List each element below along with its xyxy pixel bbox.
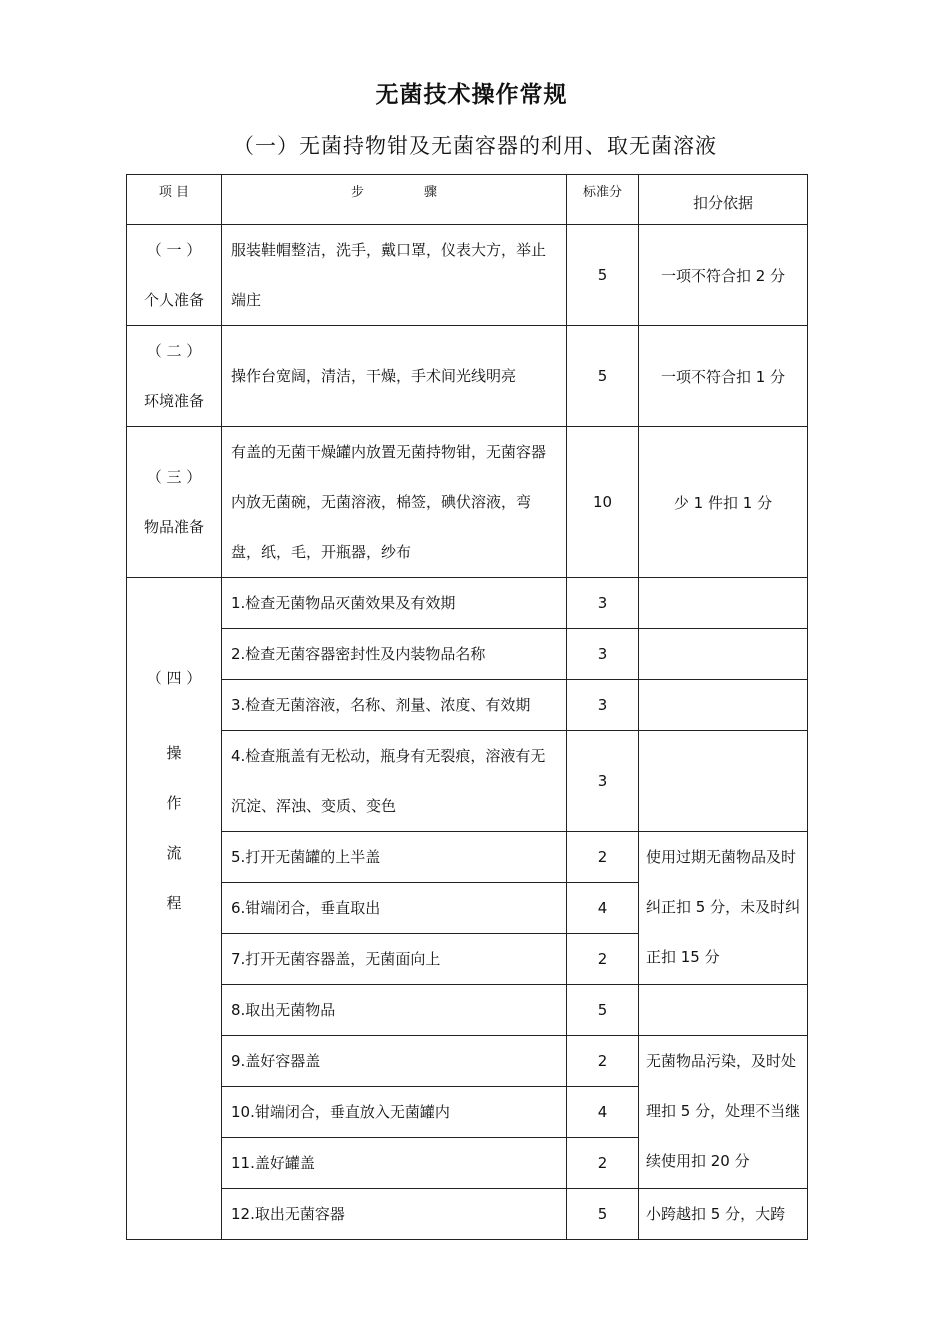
score-cell: 5: [567, 985, 639, 1036]
score-cell: 3: [567, 731, 639, 832]
basis-cell: 一项不符合扣 1 分: [639, 326, 808, 427]
table-row: [127, 1036, 808, 1087]
score-cell: 4: [567, 883, 639, 934]
score-cell: 5: [567, 326, 639, 427]
step-cell: 8.取出无菌物品: [222, 985, 567, 1036]
table-row: [127, 1189, 808, 1240]
procedure-label-char: 操: [166, 744, 182, 762]
item-name: 个人准备: [143, 291, 204, 309]
step-cell: 9.盖好容器盖: [222, 1036, 567, 1087]
scoring-table: [126, 174, 808, 1240]
score-cell: 5: [567, 1189, 639, 1240]
step-cell: 11.盖好罐盖: [222, 1138, 567, 1189]
table-row: [127, 731, 808, 832]
page-title: 无菌技术操作常规: [375, 82, 568, 108]
step-cell: 6.钳端闭合，垂直取出: [222, 883, 567, 934]
basis-cell-empty: [639, 985, 808, 1036]
header-steps-b: 骤: [424, 185, 438, 200]
basis-cell-empty: [639, 731, 808, 832]
item-cell: [127, 427, 222, 578]
step-cell: 5.打开无菌罐的上半盖: [222, 832, 567, 883]
table-row: [127, 680, 808, 731]
table-row: [127, 326, 808, 427]
header-steps: [222, 175, 567, 225]
score-cell: 2: [567, 934, 639, 985]
item-name: 环境准备: [143, 392, 204, 410]
header-score: 标准分: [567, 175, 639, 225]
score-cell: 3: [567, 680, 639, 731]
score-cell: 5: [567, 225, 639, 326]
score-cell: 3: [567, 629, 639, 680]
table-row: [127, 427, 808, 578]
item-number: （ 二 ）: [146, 342, 202, 360]
table-row: [127, 832, 808, 883]
item-cell: [127, 225, 222, 326]
basis-contamination: 无菌物品污染，及时处理扣 5 分，处理不当继续使用扣 20 分: [639, 1036, 808, 1189]
basis-crossing: 小跨越扣 5 分，大跨: [639, 1189, 808, 1240]
header-basis: 扣分依据: [639, 175, 808, 225]
procedure-number: （ 四 ）: [146, 669, 202, 687]
table-row: [127, 985, 808, 1036]
item-number: （ 三 ）: [146, 468, 202, 486]
step-cell: 1.检查无菌物品灭菌效果及有效期: [222, 578, 567, 629]
table-header-row: [127, 175, 808, 225]
header-steps-a: 步: [350, 185, 364, 200]
step-cell: 12.取出无菌容器: [222, 1189, 567, 1240]
table-row: [127, 629, 808, 680]
basis-cell: 一项不符合扣 2 分: [639, 225, 808, 326]
step-cell: 10.钳端闭合，垂直放入无菌罐内: [222, 1087, 567, 1138]
basis-cell-empty: [639, 629, 808, 680]
score-cell: 2: [567, 1138, 639, 1189]
basis-expired-items: 使用过期无菌物品及时纠正扣 5 分，未及时纠正扣 15 分: [639, 832, 808, 985]
item-name: 物品准备: [143, 518, 204, 536]
basis-cell-empty: [639, 680, 808, 731]
header-item: 项 目: [127, 175, 222, 225]
item-number: （ 一 ）: [146, 241, 202, 259]
procedure-item-cell: [127, 578, 222, 1240]
score-cell: 3: [567, 578, 639, 629]
step-cell: 操作台宽阔，清洁，干燥，手术间光线明亮: [222, 326, 567, 427]
step-cell: 有盖的无菌干燥罐内放置无菌持物钳，无菌容器内放无菌碗，无菌溶液，棉签，碘伏溶液，弯盘，纸，毛，开瓶器，纱布: [222, 427, 567, 578]
page-subtitle: （一）无菌持物钳及无菌容器的利用、取无菌溶液: [233, 134, 717, 158]
procedure-label-char: 程: [166, 894, 182, 912]
table-row: [127, 225, 808, 326]
step-cell: 服装鞋帽整洁，洗手，戴口罩，仪表大方，举止端庄: [222, 225, 567, 326]
step-cell: 7.打开无菌容器盖，无菌面向上: [222, 934, 567, 985]
score-cell: 4: [567, 1087, 639, 1138]
procedure-label-char: 作: [166, 794, 182, 812]
step-cell: 3.检查无菌溶液，名称、剂量、浓度、有效期: [222, 680, 567, 731]
table-row: [127, 578, 808, 629]
score-cell: 2: [567, 1036, 639, 1087]
score-cell: 2: [567, 832, 639, 883]
procedure-label-char: 流: [166, 844, 182, 862]
step-cell: 2.检查无菌容器密封性及内装物品名称: [222, 629, 567, 680]
step-cell: 4.检查瓶盖有无松动，瓶身有无裂痕，溶液有无沉淀、浑浊、变质、变色: [222, 731, 567, 832]
item-cell: [127, 326, 222, 427]
basis-cell: 少 1 件扣 1 分: [639, 427, 808, 578]
basis-cell-empty: [639, 578, 808, 629]
score-cell: 10: [567, 427, 639, 578]
